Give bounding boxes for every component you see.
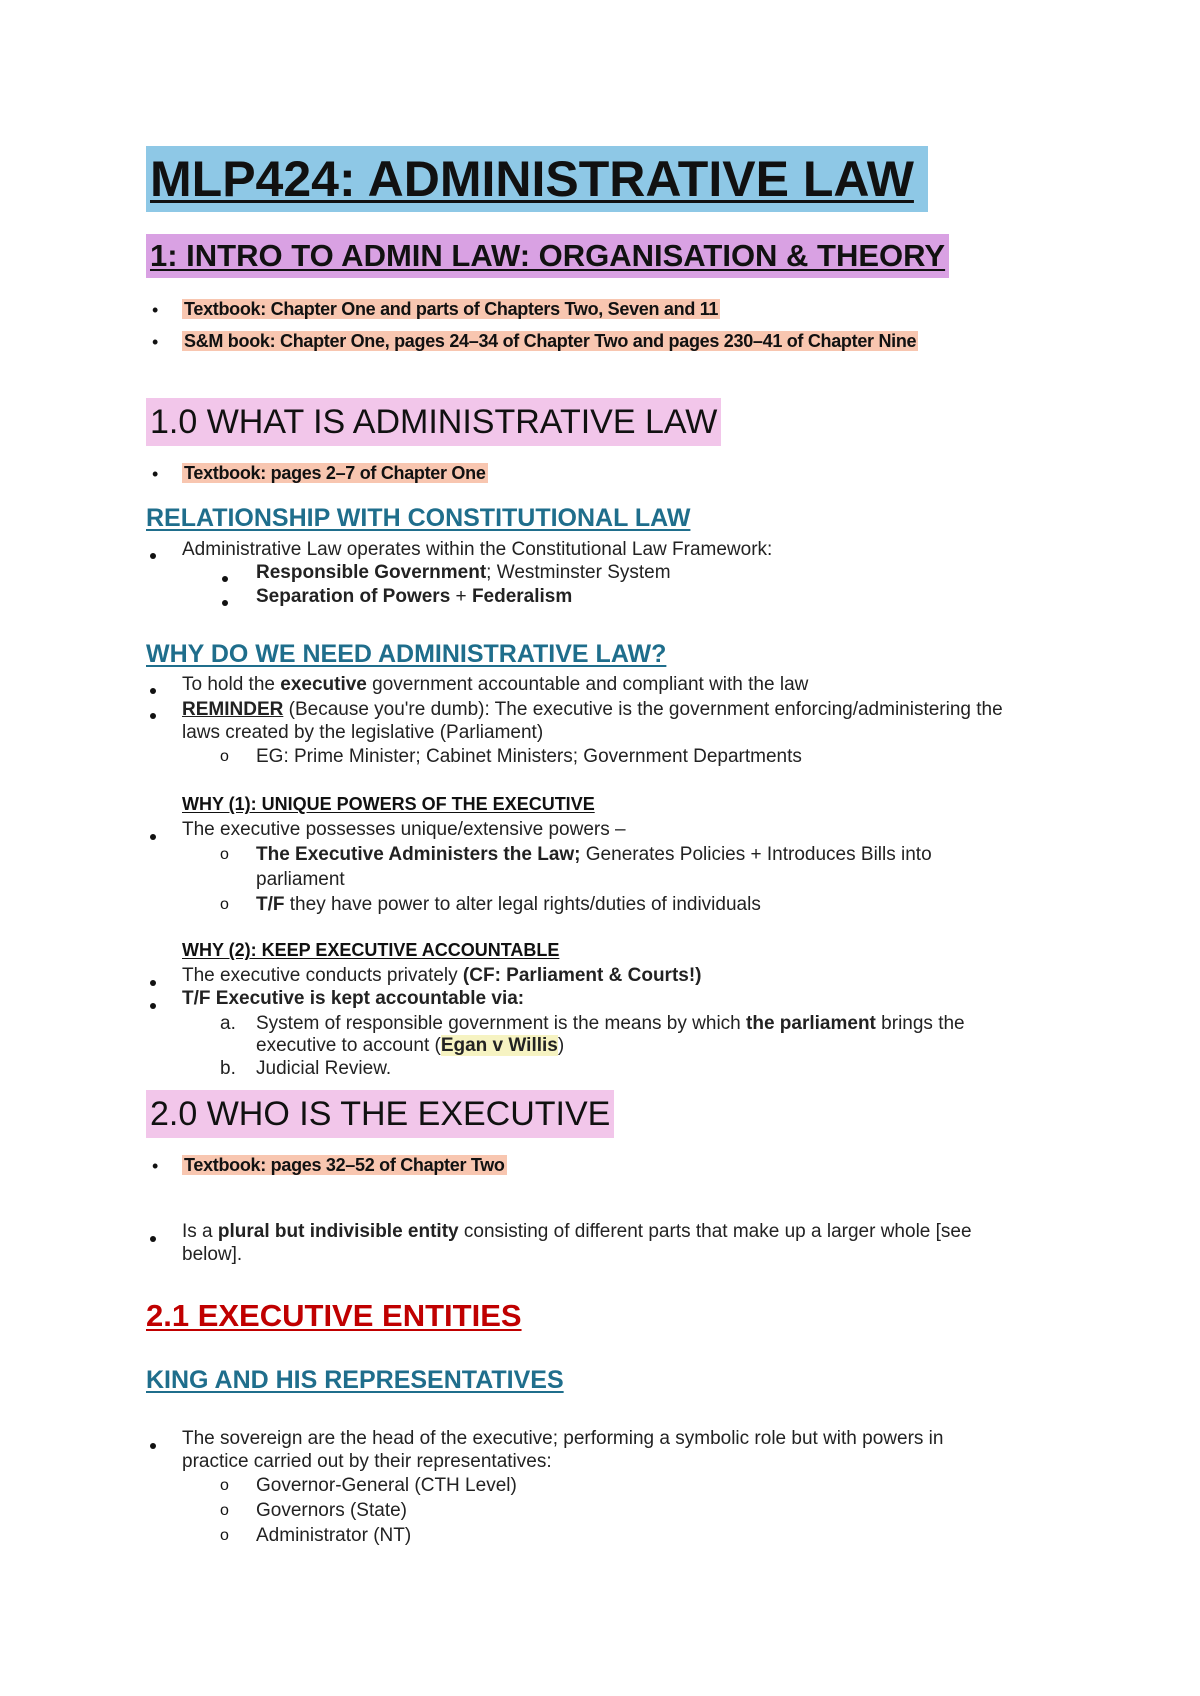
textbook-ref: Textbook: pages 2–7 of Chapter One <box>184 463 486 483</box>
bullet-o: o <box>220 846 229 863</box>
section-heading-intro: 1: INTRO TO ADMIN LAW: ORGANISATION & THEORY <box>146 234 949 278</box>
bullet-o: o <box>220 1502 229 1519</box>
list-item: T/F Executive is kept accountable via: <box>182 988 525 1009</box>
bullet-dot <box>150 1229 156 1247</box>
list-item: The executive possesses unique/extensive powers – <box>182 819 626 840</box>
subheading-why-1: WHY (1): UNIQUE POWERS OF THE EXECUTIVE <box>182 794 595 814</box>
list-subitem-cont: executive to account (Egan v Willis) <box>256 1035 565 1056</box>
list-item: The executive conducts privately (CF: Parliament & Courts!) <box>182 965 702 986</box>
list-item: Is a plural but indivisible entity consisting of different parts that make up a larger whole [see <box>182 1221 972 1242</box>
bullet: • <box>152 332 159 352</box>
heading-executive-entities: 2.1 EXECUTIVE ENTITIES <box>146 1298 522 1333</box>
list-subitem-cont: parliament <box>256 869 345 890</box>
list-item-cont: below]. <box>182 1244 243 1265</box>
list-item-cont: laws created by the legislative (Parliament) <box>182 722 544 743</box>
bullet-dot <box>150 996 156 1014</box>
textbook-ref: Textbook: pages 32–52 of Chapter Two <box>184 1155 505 1175</box>
list-item: The sovereign are the head of the executive; performing a symbolic role but with powers in <box>182 1428 944 1449</box>
list-subitem: Judicial Review. <box>256 1058 392 1079</box>
list-item: Administrative Law operates within the Constitutional Law Framework: <box>182 539 773 560</box>
bullet-dot <box>222 569 228 587</box>
bullet-o: o <box>220 1527 229 1544</box>
sm-book-ref: S&M book: Chapter One, pages 24–34 of Chapter Two and pages 230–41 of Chapter Nine <box>184 331 917 351</box>
list-subitem: T/F they have power to alter legal rights/duties of individuals <box>256 894 761 915</box>
bullet-dot <box>150 706 156 724</box>
list-subitem: Administrator (NT) <box>256 1525 412 1546</box>
bullet-dot <box>150 1436 156 1454</box>
bullet: • <box>152 1156 159 1176</box>
bullet-o: o <box>220 748 229 765</box>
bullet: • <box>152 464 159 484</box>
bullet-dot <box>150 973 156 991</box>
list-item: To hold the executive government accountable and compliant with the law <box>182 674 809 695</box>
list-item: REMINDER (Because you're dumb): The executive is the government enforcing/administering the <box>182 699 1003 720</box>
bullet-dot <box>222 593 228 611</box>
bullet: • <box>152 300 159 320</box>
list-subitem: System of responsible government is the means by which the parliament brings the <box>256 1013 965 1034</box>
list-item: Separation of Powers + Federalism <box>256 586 573 607</box>
heading-relationship: RELATIONSHIP WITH CONSTITUTIONAL LAW <box>146 504 691 532</box>
list-subitem: EG: Prime Minister; Cabinet Ministers; Government Departments <box>256 746 802 767</box>
document-title: MLP424: ADMINISTRATIVE LAW <box>146 146 928 212</box>
bullet-dot <box>150 546 156 564</box>
list-label: a. <box>220 1013 236 1034</box>
case-name: Egan v Willis <box>440 1035 558 1056</box>
heading-king: KING AND HIS REPRESENTATIVES <box>146 1366 564 1394</box>
bullet-dot <box>150 827 156 845</box>
heading-who-is-executive: 2.0 WHO IS THE EXECUTIVE <box>146 1090 614 1138</box>
bullet-dot <box>150 681 156 699</box>
list-subitem: Governor-General (CTH Level) <box>256 1475 517 1496</box>
heading-what-is-admin-law: 1.0 WHAT IS ADMINISTRATIVE LAW <box>146 398 721 446</box>
list-item: Responsible Government; Westminster System <box>256 562 671 583</box>
list-item-cont: practice carried out by their representatives: <box>182 1451 552 1472</box>
heading-why-need: WHY DO WE NEED ADMINISTRATIVE LAW? <box>146 640 667 668</box>
textbook-ref: Textbook: Chapter One and parts of Chapters Two, Seven and 11 <box>184 299 719 319</box>
list-subitem: Governors (State) <box>256 1500 407 1521</box>
bullet-o: o <box>220 1477 229 1494</box>
bullet-o: o <box>220 896 229 913</box>
list-label: b. <box>220 1058 236 1079</box>
subheading-why-2: WHY (2): KEEP EXECUTIVE ACCOUNTABLE <box>182 940 560 960</box>
list-subitem: The Executive Administers the Law; Generates Policies + Introduces Bills into <box>256 844 932 865</box>
